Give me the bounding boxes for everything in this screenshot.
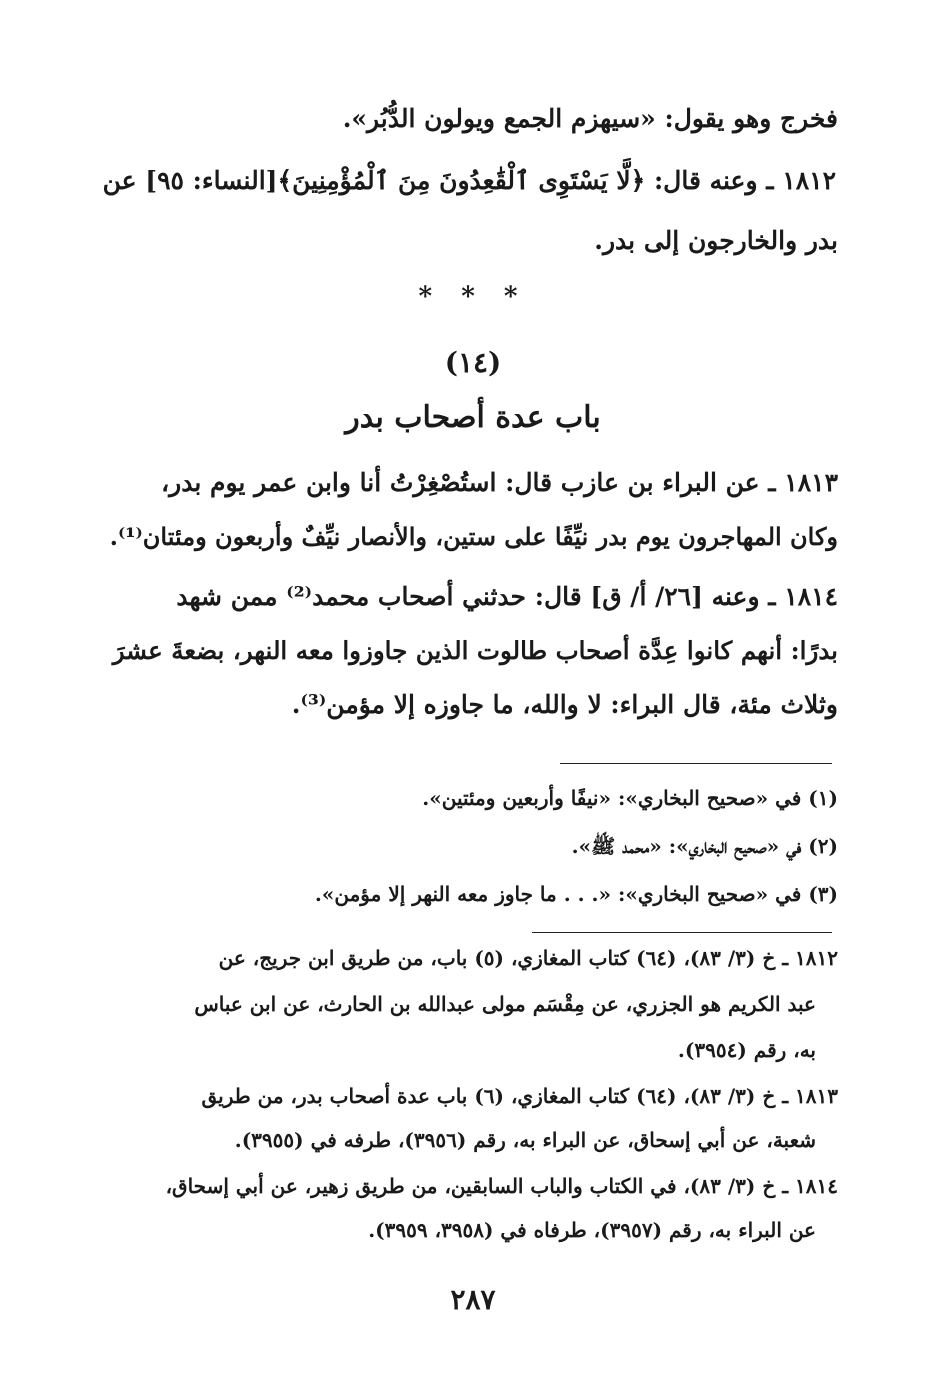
takhrij-1814-line-2: عن البراء به، رقم (٣٩٥٧)، طرفاه في (٣٩٥٨، ٣٩٥٩). [368, 1218, 816, 1242]
page-number: ٢٨٧ [450, 1283, 496, 1316]
section-separator-stars: * * * [418, 282, 528, 312]
takhrij-1813-line-1: ١٨١٣ ـ خ (٣/ ٨٣)، (٦٤) كتاب المغازي، (٦) باب عدة أصحاب بدر، من طريق [201, 1084, 838, 1108]
hadith-1814-line-3: وثلاث مئة، قال البراء: لا والله، ما جاوزه إلا مؤمن⁽³⁾. [291, 690, 838, 719]
footnote-2: (٢) في «صحيح البخاري»: «محمد ﷺ». [571, 834, 838, 858]
takhrij-1812-line-3: به، رقم (٣٩٥٤). [677, 1038, 816, 1062]
hadith-1813-line-2: وكان المهاجرون يوم بدر نيِّفًا على ستين، والأنصار نيِّفٌ وأربعون ومئتان⁽¹⁾. [109, 522, 838, 551]
takhrij-1813-line-2: شعبة، عن أبي إسحاق، عن البراء به، رقم (٣٩٥٦)، طرفه في (٣٩٥٥). [234, 1128, 816, 1152]
footnotes-divider [560, 763, 832, 764]
takhrij-divider [532, 932, 832, 933]
chapter-title: باب عدة أصحاب بدر [345, 400, 601, 435]
footnote-3: (٣) في «صحيح البخاري»: «. . . ما جاوز معه النهر إلا مؤمن». [314, 882, 838, 906]
chapter-number: (١٤) [444, 346, 502, 379]
hadith-1812-line-2: بدر والخارجون إلى بدر. [594, 226, 838, 255]
hadith-1814-line-1: ١٨١٤ ـ وعنه [٢٦/ أ/ ق] قال: حدثني أصحاب محمد⁽²⁾ ممن شهد [176, 582, 838, 611]
hadith-continuation-line: فخرج وهو يقول: «سيهزم الجمع ويولون الدُّبُر». [342, 104, 838, 133]
takhrij-1812-line-1: ١٨١٢ ـ خ (٣/ ٨٣)، (٦٤) كتاب المغازي، (٥) باب، من طريق ابن جريج، عن [218, 946, 838, 970]
hadith-1812-line-1: ١٨١٢ ـ وعنه قال: ﴿لَّا يَسْتَوِى ٱلْقَٰعِدُونَ مِنَ ٱلْمُؤْمِنِينَ﴾[النساء: ٩٥] عن [102, 166, 836, 195]
footnote-1: (١) في «صحيح البخاري»: «نيفًا وأربعين ومئتين». [422, 786, 838, 810]
takhrij-1814-line-1: ١٨١٤ ـ خ (٣/ ٨٣)، في الكتاب والباب السابقين، من طريق زهير، عن أبي إسحاق، [165, 1174, 838, 1198]
hadith-1814-line-2: بدرًا: أنهم كانوا عِدَّة أصحاب طالوت الذين جاوزوا معه النهر، بضعةَ عشرَ [112, 636, 838, 665]
hadith-1813-line-1: ١٨١٣ ـ عن البراء بن عازب قال: استُصْغِرْتُ أنا وابن عمر يوم بدر، [161, 468, 838, 497]
takhrij-1812-line-2: عبد الكريم هو الجزري، عن مِقْسَم مولى عبدالله بن الحارث، عن ابن عباس [194, 992, 816, 1016]
